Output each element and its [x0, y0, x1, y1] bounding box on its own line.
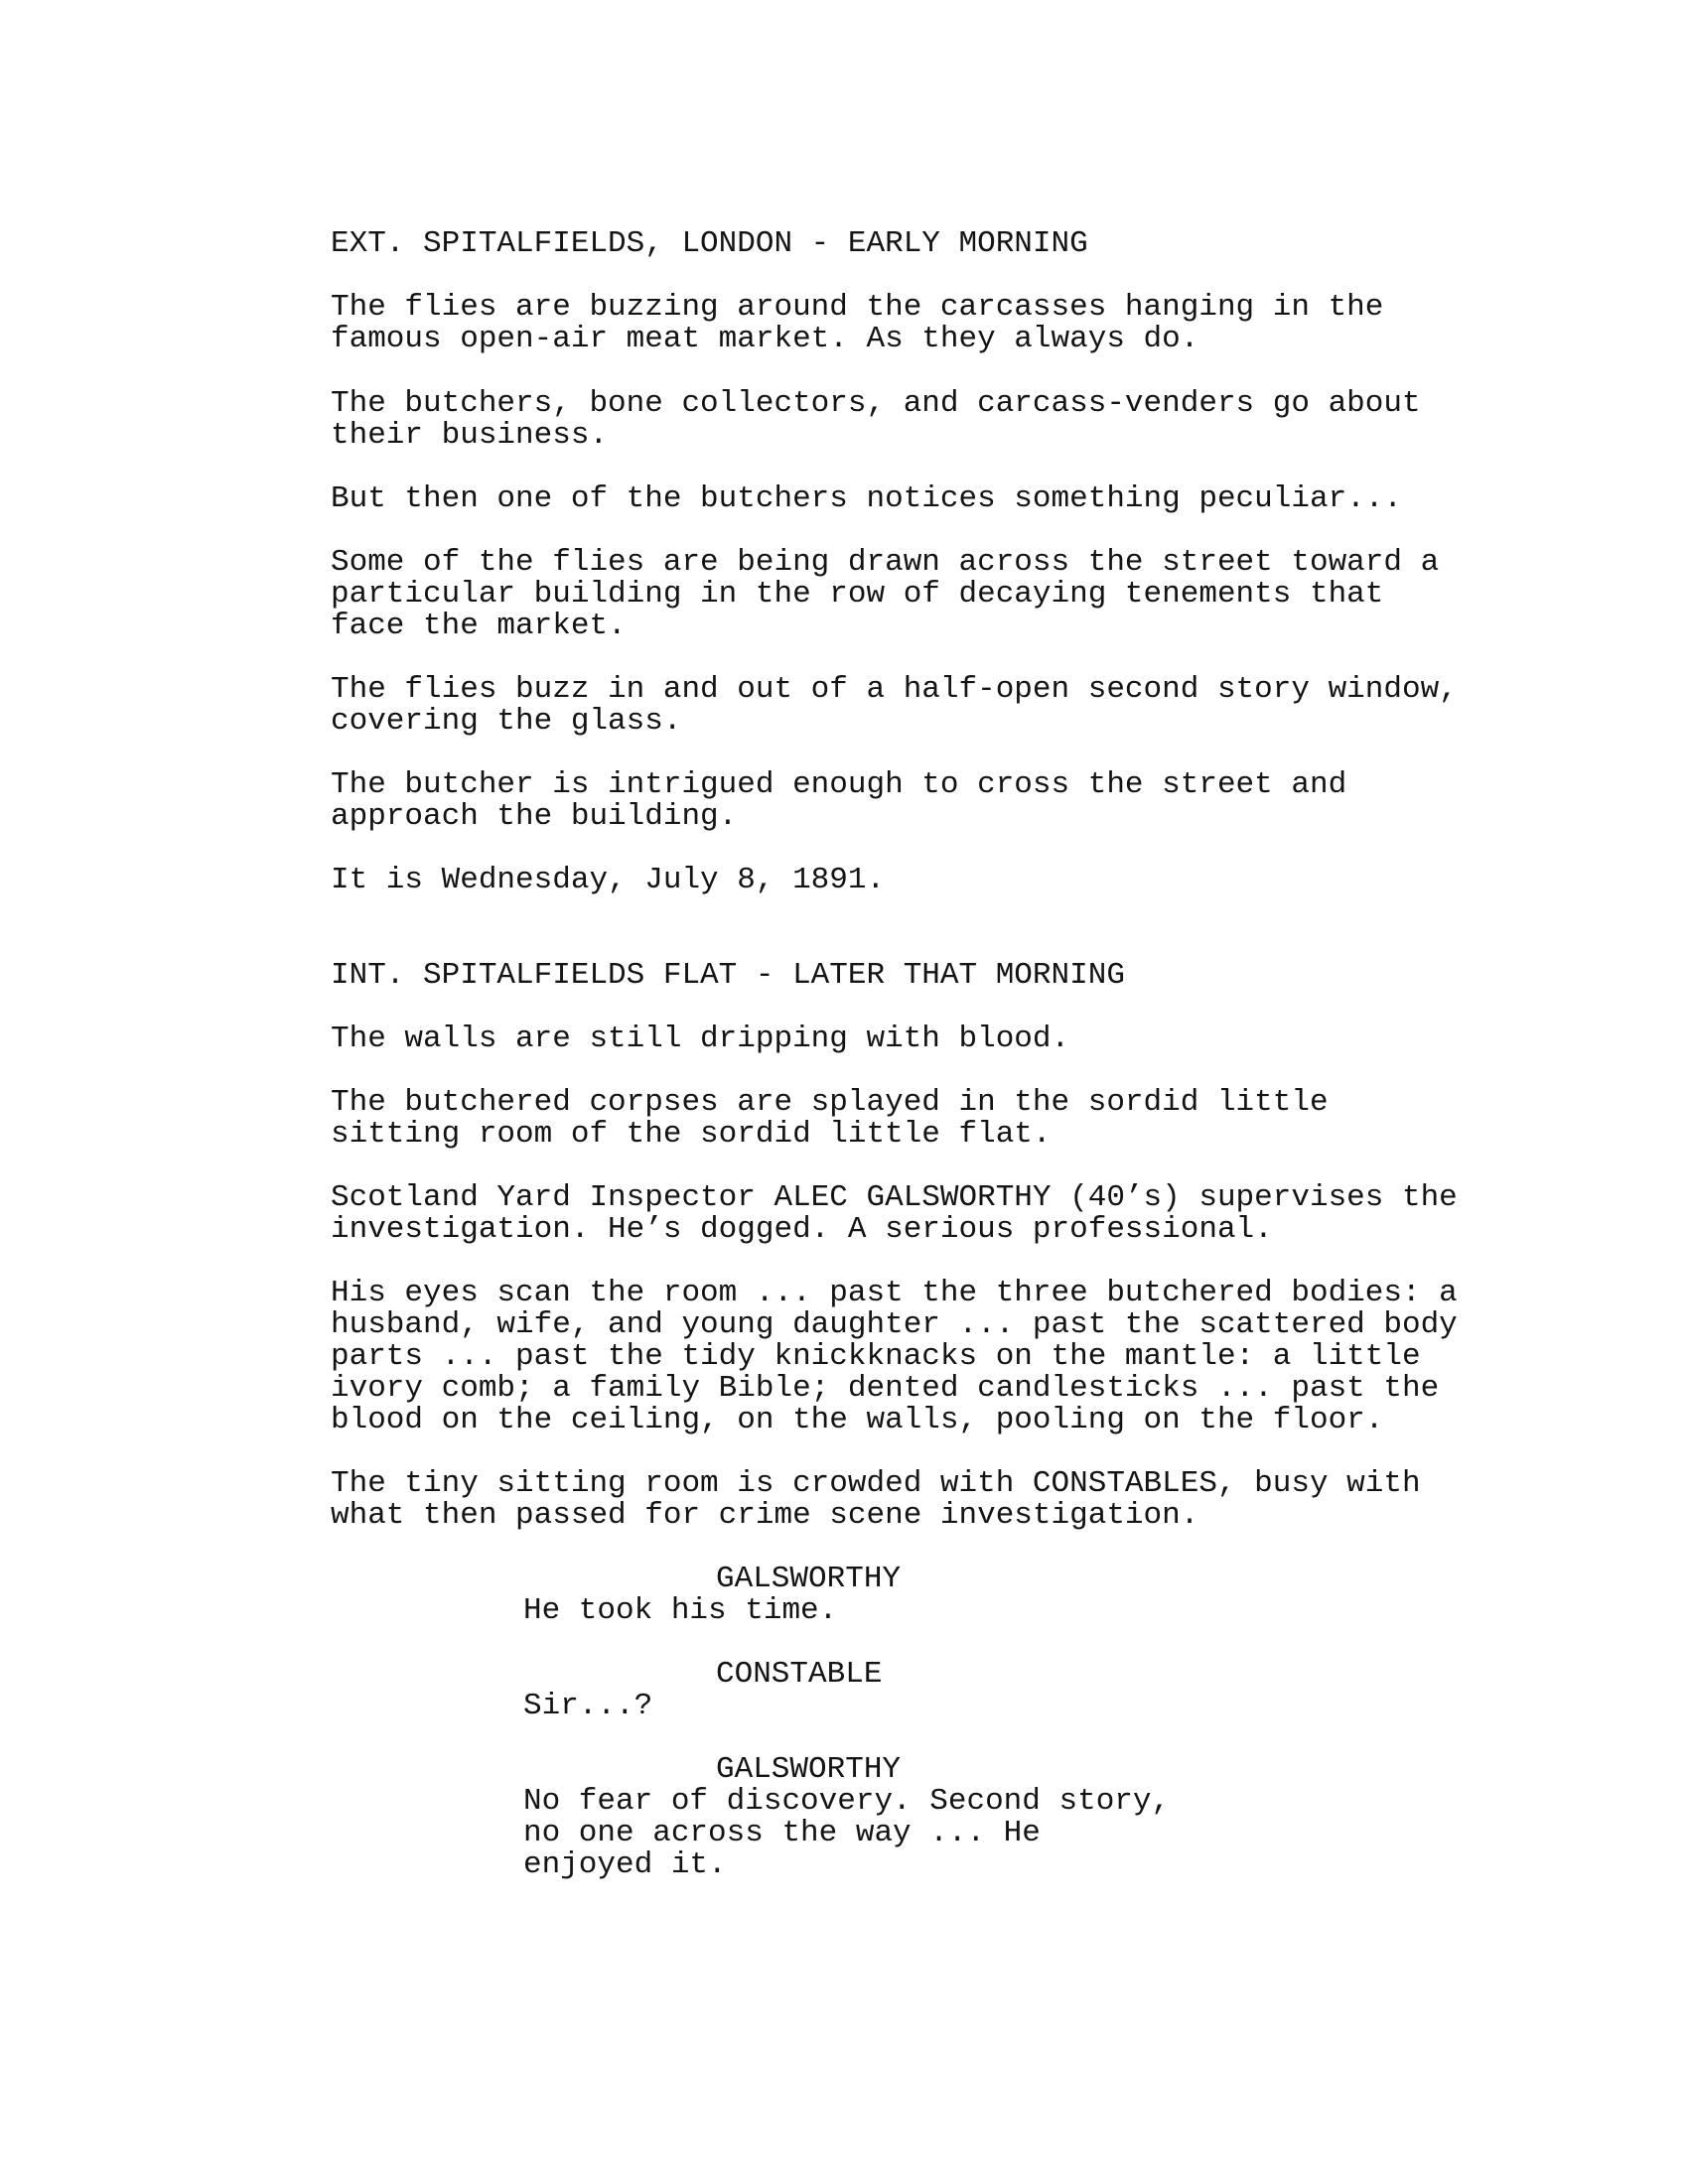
action-paragraph: His eyes scan the room ... past the three butchered bodies: a husband, wife, and young daughter ... past the scattered body parts ... past the tidy knickknacks on the mantle: a little ivory comb; a family Bible; dented candlesticks ... past the blood on the ceiling, on the walls, pooling on the floor.: [331, 1276, 1458, 1437]
action-paragraph: The butchered corpses are splayed in the sordid little sitting room of the sordid little flat.: [331, 1085, 1329, 1152]
action-paragraph: Some of the flies are being drawn across the street toward a particular building in the row of decaying tenements that face the market.: [331, 545, 1440, 643]
dialogue-line: No fear of discovery. Second story, no one across the way ... He enjoyed it.: [523, 1784, 1171, 1882]
character-name: GALSWORTHY: [716, 1562, 902, 1596]
action-paragraph: The butcher is intrigued enough to cross the street and approach the building.: [331, 767, 1347, 834]
action-paragraph: The flies are buzzing around the carcasses hanging in the famous open-air meat market. As they always do.: [331, 290, 1384, 356]
dialogue-line: He took his time.: [523, 1593, 838, 1628]
dialogue-line: Sir...?: [523, 1689, 653, 1723]
action-paragraph: The flies buzz in and out of a half-open second story window, covering the glass.: [331, 672, 1458, 739]
character-name: GALSWORTHY: [716, 1752, 902, 1787]
action-paragraph: The walls are still dripping with blood.: [331, 1022, 1070, 1056]
action-paragraph: The tiny sitting room is crowded with CONSTABLES, busy with what then passed for crime scene investigation.: [331, 1466, 1421, 1533]
action-paragraph: Scotland Yard Inspector ALEC GALSWORTHY (40’s) supervises the investigation. He’s dogged. A serious professional.: [331, 1180, 1458, 1247]
action-paragraph: The butchers, bone collectors, and carcass-venders go about their business.: [331, 386, 1421, 453]
scene-heading: EXT. SPITALFIELDS, LONDON - EARLY MORNING: [331, 226, 1088, 261]
action-paragraph: But then one of the butchers notices something peculiar...: [331, 481, 1402, 516]
action-paragraph: It is Wednesday, July 8, 1891.: [331, 863, 886, 897]
scene-heading: INT. SPITALFIELDS FLAT - LATER THAT MORNING: [331, 958, 1125, 993]
character-name: CONSTABLE: [716, 1657, 883, 1692]
